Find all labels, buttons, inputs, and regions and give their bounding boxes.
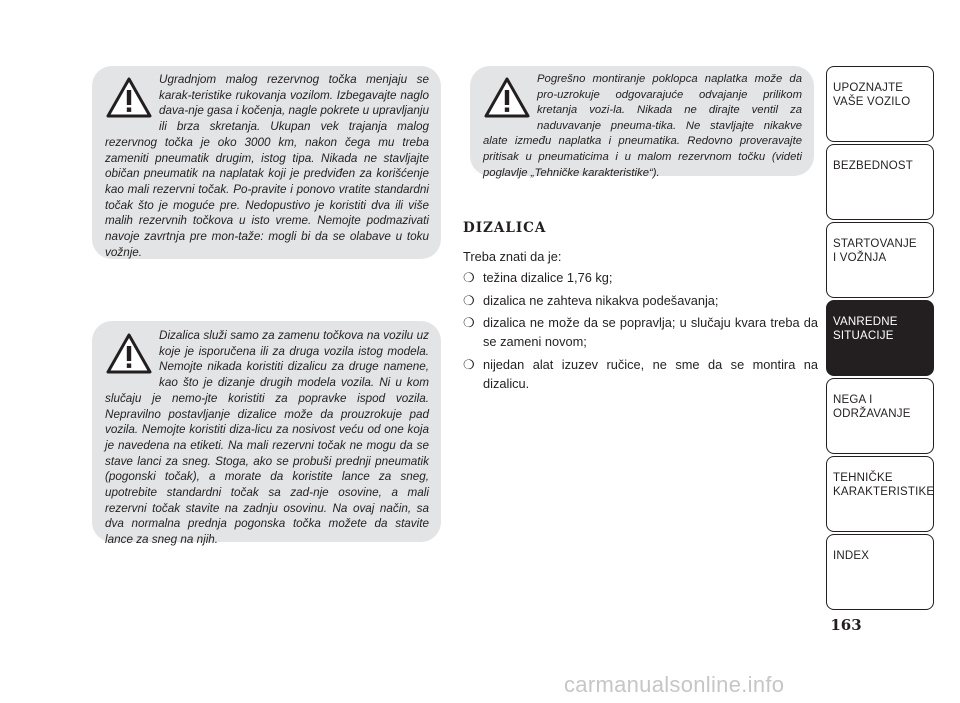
tab-nega-i-odrzavanje[interactable]: NEGA I ODRŽAVANJE: [826, 378, 934, 454]
list-item-text: dizalica ne može da se popravlja; u slučaju kvara treba da se zameni novom;: [483, 315, 818, 350]
watermark: carmanualsonline.info: [564, 672, 785, 697]
tab-bezbednost[interactable]: BEZBEDNOST: [826, 144, 934, 220]
warning-box-jack: [92, 321, 441, 547]
warning-text: Dizalica služi samo za zamenu točkova na vozilu uz koje je isporučena ili za druga vozila istog modela. Nemojte nikada koristiti dizalicu za druge namene, kao što je dizanje drugih modela vozila. Ni u kom slučaju je nemo-jte koristiti za popravke ispod vozila. Nepravilno postavljanje dizalice može da prouzrokuje pad vozila. Nemojte koristiti diza-licu za nosivost veću od one koja je navedena na etiketi. Na mali rezervni točak ne mogu da se stave lanci za sneg. Stoga, ako se probuši prednji pneumatik (pogonski točak), a morate da koristite lance za sneg, upotrebite standardni točak sa zad-nje osovine, a mali rezervni točak stavite na zadnju osovinu. Na ovaj način, sa dva normalna prednja pogonska točka možete da stavite lance za sneg na njih.: [105, 329, 429, 547]
list-item: [463, 269, 818, 288]
tab-tehnicke-karakteristike[interactable]: TEHNIČKE KARAKTERISTIKE: [826, 456, 934, 532]
tab-startovanje-i-voznja[interactable]: STARTOVANJE I VOŽNJA: [826, 222, 934, 298]
warning-triangle-icon: [105, 332, 155, 378]
page-number: 163: [830, 616, 862, 634]
list-item: [463, 292, 818, 311]
list-item: [463, 314, 818, 352]
list-item-text: težina dizalice 1,76 kg;: [483, 269, 613, 285]
list-item-text: dizalica ne zahteva nikakva podešavanja;: [483, 292, 719, 308]
bullet-icon: ❍: [463, 269, 475, 285]
list-item-text: nijedan alat izuzev ručice, ne sme da se montira na dizalicu.: [483, 356, 818, 391]
warning-triangle-icon: [483, 76, 533, 122]
bullet-icon: ❍: [463, 292, 475, 308]
section-intro: Treba znati da je:: [463, 249, 562, 264]
warning-text: Pogrešno montiranje poklopca naplatka može da pro-uzrokuje odgovarajuće odvajanje prilikom kretanja vozi-la. Nikada ne dirajte ventil za naduvavanje pneuma-tika. Ne stavljajte nikakve alate između naplatka i pneumatika. Redovno proveravajte pritisak u pneumaticima i u malom rezervnom točku (videti poglavlje „Tehničke karakteristike“).: [483, 73, 802, 179]
warning-triangle-icon: [105, 76, 155, 122]
bullet-icon: ❍: [463, 315, 475, 331]
section-title: DIZALICA: [463, 220, 547, 236]
warning-box-spare-wheel: [92, 66, 441, 259]
warning-text: Ugradnjom malog rezervnog točka menjaju se karak-teristike rukovanja vozilom. Izbegavajte naglo dava-nje gasa i kočenja, nagle pokrete u upravljanju ili brza skretanja. Ukupan vek trajanja malog rezervnog točka je oko 3000 km, nakon čega mu treba zameniti pneumatik drugim, istog tipa. Nikada ne stavljajte običan pneumatik na naplatak koji je predviđen za korišćenje kao mali rezervni točak. Po-pravite i ponovo vratite standardni točak što je moguće pre. Nedopustivo je koristiti dva ili više malih rezervnih točkova u isto vreme. Nemojte podmazivati navoje zavrtnja pre mon-taže: mogli bi da se olabave u toku vožnje.: [105, 73, 429, 259]
warning-box-hubcap: [470, 66, 814, 179]
tab-index[interactable]: INDEX: [826, 534, 934, 610]
bullet-list: [463, 269, 818, 394]
tab-vanredne-situacije[interactable]: VANREDNE SITUACIJE: [826, 300, 934, 376]
tab-upoznajte-vase-vozilo[interactable]: UPOZNAJTE VAŠE VOZILO: [826, 66, 934, 142]
section-body: [463, 248, 818, 398]
list-item: [463, 356, 818, 394]
bullet-icon: ❍: [463, 356, 475, 372]
